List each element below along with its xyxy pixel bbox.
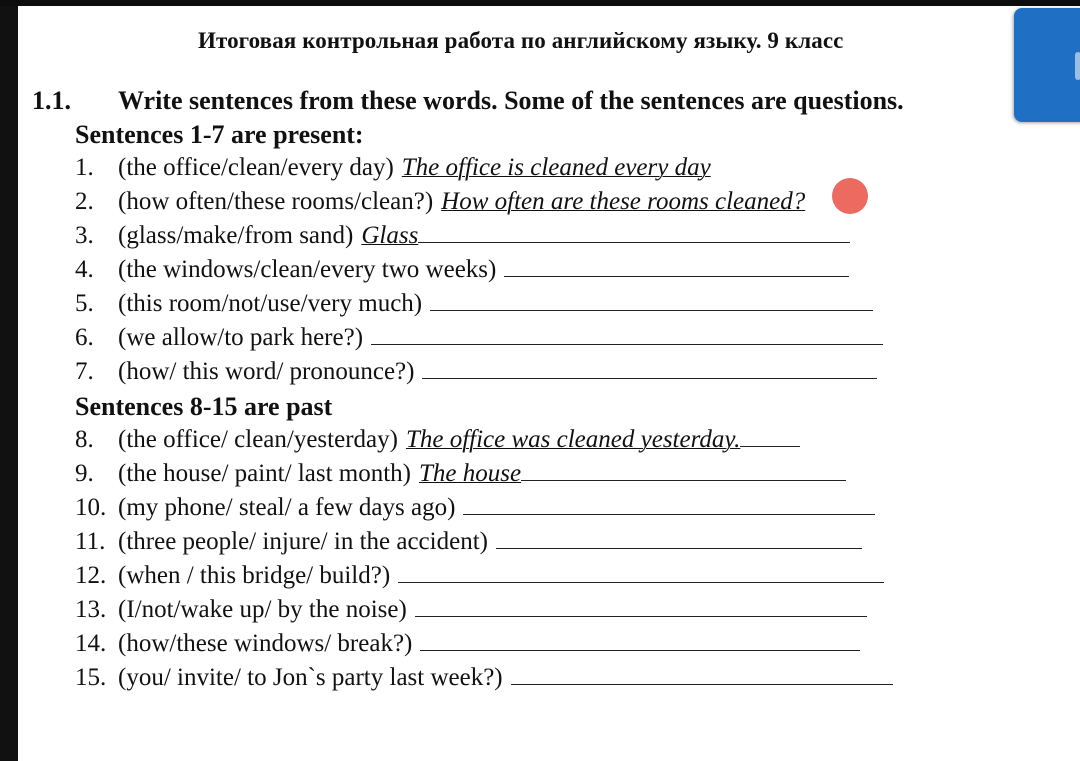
answer-blank-line[interactable] [422,360,877,379]
item-answer: How often are these rooms cleaned? [441,188,806,215]
section-present-heading: Sentences 1-7 are present: [75,120,364,149]
answer-blank-line[interactable] [521,462,846,481]
exercise-item [75,358,877,386]
touch-indicator [832,178,868,214]
item-prompt: (how/these windows/ break?) [118,630,413,657]
exercise-item [75,528,862,556]
answer-blank-line[interactable] [430,292,873,311]
answer-blank-line[interactable] [496,530,862,549]
item-prompt: (this room/not/use/very much) [118,290,423,317]
exercise-item [75,562,884,590]
exercise-item [75,596,867,624]
answer-blank-line[interactable] [418,224,850,243]
task-instruction: Write sentences from these words. Some of the sentences are questions. [118,86,904,115]
item-number: 2. [75,188,94,215]
answer-blank-line[interactable] [371,326,883,345]
item-prompt: (how/ this word/ pronounce?) [118,358,415,385]
exercise-item [75,154,711,182]
item-number: 5. [75,290,94,317]
drag-handle-icon[interactable] [1075,52,1080,80]
item-number: 13. [75,596,107,623]
exercise-item [75,664,893,692]
answer-blank-line[interactable] [415,598,867,617]
item-number: 6. [75,324,94,351]
exercise-item [75,290,873,318]
item-number: 14. [75,630,107,657]
exercise-item [75,188,805,216]
item-number: 9. [75,460,94,487]
item-number: 10. [75,494,107,521]
item-prompt: (the house/ paint/ last month) [118,460,412,487]
floating-side-panel-tab[interactable] [1014,8,1080,122]
item-number: 7. [75,358,94,385]
worksheet-page [18,6,1080,761]
item-prompt: (I/not/wake up/ by the noise) [118,596,407,623]
item-prompt: (three people/ injure/ in the accident) [118,528,488,555]
answer-blank-line[interactable] [463,496,875,515]
answer-blank-line[interactable] [420,632,860,651]
item-prompt: (how often/these rooms/clean?) [118,188,434,215]
item-answer: Glass [361,222,419,249]
section-past-heading: Sentences 8-15 are past [75,392,333,421]
item-prompt: (you/ invite/ to Jon`s party last week?) [118,664,503,691]
item-number: 12. [75,562,107,589]
item-number: 1. [75,154,94,181]
item-number: 3. [75,222,94,249]
item-number: 8. [75,426,94,453]
exercise-item [75,630,860,658]
item-number: 4. [75,256,94,283]
answer-blank-line[interactable] [504,258,849,277]
exercise-item [75,460,846,488]
item-number: 11. [75,528,106,555]
item-prompt: (the office/clean/every day) [118,154,394,181]
item-prompt: (glass/make/from sand) [118,222,354,249]
worksheet-title: Итоговая контрольная работа по английскому языку. 9 класс [198,28,844,53]
item-number: 15. [75,664,107,691]
item-prompt: (my phone/ steal/ a few days ago) [118,494,456,521]
answer-blank-line[interactable] [511,666,893,685]
item-prompt: (the windows/clean/every two weeks) [118,256,497,283]
item-answer: The office was cleaned yesterday. [405,426,741,453]
item-prompt: (we allow/to park here?) [118,324,364,351]
exercise-item [75,324,883,352]
item-answer: The house [419,460,522,487]
answer-blank-line[interactable] [398,564,884,583]
task-number: 1.1. [32,86,71,115]
item-prompt: (when / this bridge/ build?) [118,562,391,589]
exercise-item [75,256,849,284]
item-prompt: (the office/ clean/yesterday) [118,426,398,453]
exercise-item [75,426,800,454]
exercise-item [75,494,875,522]
answer-blank-line[interactable] [740,428,800,447]
exercise-item [75,222,850,250]
item-answer: The office is cleaned every day [401,154,711,181]
